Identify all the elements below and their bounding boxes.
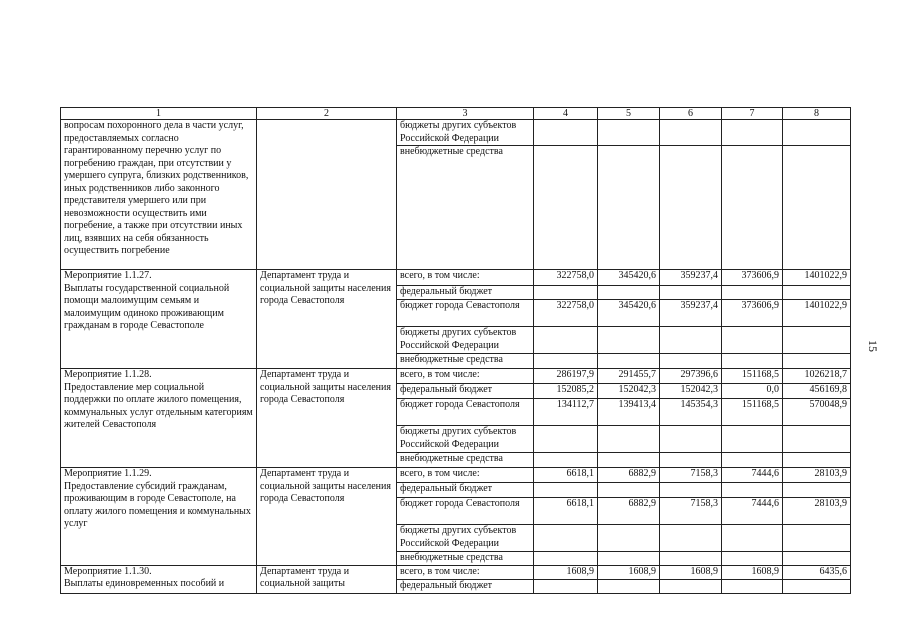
value-cell (660, 552, 722, 566)
value-cell: 1608,9 (534, 565, 598, 579)
value-cell (660, 286, 722, 300)
value-cell (722, 286, 783, 300)
value-cell (783, 552, 851, 566)
source-label: федеральный бюджет (397, 384, 534, 399)
value-cell: 1026218,7 (783, 369, 851, 384)
measure-description: Выплаты единовременных пособий и (64, 578, 225, 589)
col-header: 5 (598, 108, 660, 120)
measure-executor (257, 120, 397, 270)
value-cell: 297396,6 (660, 369, 722, 384)
value-cell: 28103,9 (783, 468, 851, 483)
value-cell: 134112,7 (534, 399, 598, 426)
col-header: 8 (783, 108, 851, 120)
table-row (61, 270, 851, 286)
header-row (61, 108, 851, 120)
value-cell: 139413,4 (598, 399, 660, 426)
value-cell: 373606,9 (722, 270, 783, 286)
value-cell (534, 426, 598, 453)
measure-title: Мероприятие 1.1.28. (64, 369, 152, 380)
value-cell (598, 426, 660, 453)
value-cell: 6618,1 (534, 498, 598, 525)
value-cell: 570048,9 (783, 399, 851, 426)
value-cell (598, 525, 660, 552)
value-cell (722, 453, 783, 468)
value-cell: 152085,2 (534, 384, 598, 399)
value-cell (660, 525, 722, 552)
value-cell: 28103,9 (783, 498, 851, 525)
value-cell (534, 552, 598, 566)
value-cell (598, 327, 660, 354)
value-cell (660, 426, 722, 453)
value-cell (722, 552, 783, 566)
value-cell (783, 286, 851, 300)
measure-cell (61, 565, 257, 593)
table-row (61, 468, 851, 483)
source-label: внебюджетные средства (397, 146, 534, 270)
measure-executor: Департамент труда и социальной защиты населения города Севастополя (257, 369, 397, 468)
value-cell: 6618,1 (534, 468, 598, 483)
value-cell: 6882,9 (598, 468, 660, 483)
value-cell (783, 327, 851, 354)
measure-title: Мероприятие 1.1.27. (64, 270, 152, 281)
value-cell (783, 453, 851, 468)
value-cell (534, 525, 598, 552)
value-cell (783, 483, 851, 498)
col-header: 6 (660, 108, 722, 120)
measure-cell (61, 369, 257, 468)
value-cell (722, 426, 783, 453)
col-header: 7 (722, 108, 783, 120)
value-cell (722, 525, 783, 552)
value-cell: 145354,3 (660, 399, 722, 426)
value-cell (598, 552, 660, 566)
source-label: бюджет города Севастополя (397, 399, 534, 426)
measure-title: Мероприятие 1.1.30. (64, 565, 152, 577)
source-label: бюджет города Севастополя (397, 498, 534, 525)
value-cell (783, 525, 851, 552)
col-header: 2 (257, 108, 397, 120)
source-label: внебюджетные средства (397, 354, 534, 369)
value-cell (660, 483, 722, 498)
value-cell: 345420,6 (598, 300, 660, 327)
value-cell: 6882,9 (598, 498, 660, 525)
value-cell: 456169,8 (783, 384, 851, 399)
measure-executor: Департамент труда и социальной защиты населения города Севастополя (257, 270, 397, 369)
value-cell (660, 354, 722, 369)
value-cell: 1401022,9 (783, 270, 851, 286)
value-cell: 152042,3 (660, 384, 722, 399)
value-cell (534, 286, 598, 300)
source-label: всего, в том числе: (397, 565, 534, 579)
source-label: бюджеты других субъектов Российской Федерации (397, 120, 534, 146)
value-cell (722, 327, 783, 354)
value-cell: 7444,6 (722, 498, 783, 525)
source-label: федеральный бюджет (397, 286, 534, 300)
value-cell (534, 579, 598, 593)
value-cell: 6435,6 (783, 565, 851, 579)
source-label: внебюджетные средства (397, 453, 534, 468)
value-cell (534, 483, 598, 498)
table-row (61, 369, 851, 384)
value-cell (783, 579, 851, 593)
measure-description: Выплаты государственной социальной помощи малоимущим семьям и малоимущим одиноко проживающим гражданам в городе Севастополе (64, 282, 230, 331)
value-cell (598, 354, 660, 369)
value-cell (722, 483, 783, 498)
value-cell (598, 286, 660, 300)
value-cell (534, 327, 598, 354)
measure-executor: Департамент труда и социальной защиты населения города Севастополя (257, 468, 397, 566)
source-label: внебюджетные средства (397, 552, 534, 566)
value-cell (598, 483, 660, 498)
value-cell (534, 354, 598, 369)
value-cell: 322758,0 (534, 270, 598, 286)
value-cell (660, 579, 722, 593)
value-cell (598, 453, 660, 468)
source-label: всего, в том числе: (397, 468, 534, 483)
value-cell (783, 426, 851, 453)
col-header: 1 (61, 108, 257, 120)
value-cell: 1608,9 (598, 565, 660, 579)
col-header: 3 (397, 108, 534, 120)
value-cell: 151168,5 (722, 399, 783, 426)
measure-description: вопросам похоронного дела в части услуг, предоставляемых согласно гарантированному перечню услуг по погребению граждан, при отсутствии у умершего супруга, близких родственников, иных родственников либо законного представителя умершего или при невозможности осуществить ими погребение, а также при отсутствии иных лиц, взявших на себя обязанность осуществить погребение (61, 120, 257, 270)
value-cell: 0,0 (722, 384, 783, 399)
value-cell: 345420,6 (598, 270, 660, 286)
value-cell: 359237,4 (660, 270, 722, 286)
page-number: 15 (866, 340, 880, 352)
value-cell (598, 579, 660, 593)
measure-executor: Департамент труда и социальной защиты (257, 565, 397, 593)
value-cell: 7158,3 (660, 468, 722, 483)
col-header: 4 (534, 108, 598, 120)
value-cell (722, 354, 783, 369)
source-label: федеральный бюджет (397, 483, 534, 498)
value-cell: 291455,7 (598, 369, 660, 384)
value-cell: 286197,9 (534, 369, 598, 384)
value-cell (783, 354, 851, 369)
source-label: бюджеты других субъектов Российской Федерации (397, 525, 534, 552)
measure-description: Предоставление субсидий гражданам, проживающим в городе Севастополе, на оплату жилого помещения и коммунальных услуг (64, 480, 251, 529)
value-cell: 373606,9 (722, 300, 783, 327)
value-cell (660, 327, 722, 354)
value-cell: 151168,5 (722, 369, 783, 384)
value-cell: 322758,0 (534, 300, 598, 327)
value-cell: 152042,3 (598, 384, 660, 399)
measure-description: Предоставление мер социальной поддержки по оплате жилого помещения, коммунальных услуг отдельным категориям жителей Севастополя (64, 381, 253, 430)
measure-title: Мероприятие 1.1.29. (64, 468, 152, 479)
table-row (61, 565, 851, 579)
source-label: федеральный бюджет (397, 579, 534, 593)
measure-cell (61, 270, 257, 369)
value-cell: 7158,3 (660, 498, 722, 525)
value-cell: 7444,6 (722, 468, 783, 483)
table-row (61, 120, 851, 146)
source-label: бюджеты других субъектов Российской Федерации (397, 426, 534, 453)
source-label: бюджет города Севастополя (397, 300, 534, 327)
value-cell: 1401022,9 (783, 300, 851, 327)
value-cell (534, 453, 598, 468)
source-label: всего, в том числе: (397, 270, 534, 286)
source-label: бюджеты других субъектов Российской Федерации (397, 327, 534, 354)
value-cell (722, 579, 783, 593)
value-cell: 1608,9 (722, 565, 783, 579)
source-label: всего, в том числе: (397, 369, 534, 384)
value-cell: 1608,9 (660, 565, 722, 579)
measure-cell (61, 468, 257, 566)
value-cell (660, 453, 722, 468)
budget-table (60, 107, 851, 594)
value-cell: 359237,4 (660, 300, 722, 327)
